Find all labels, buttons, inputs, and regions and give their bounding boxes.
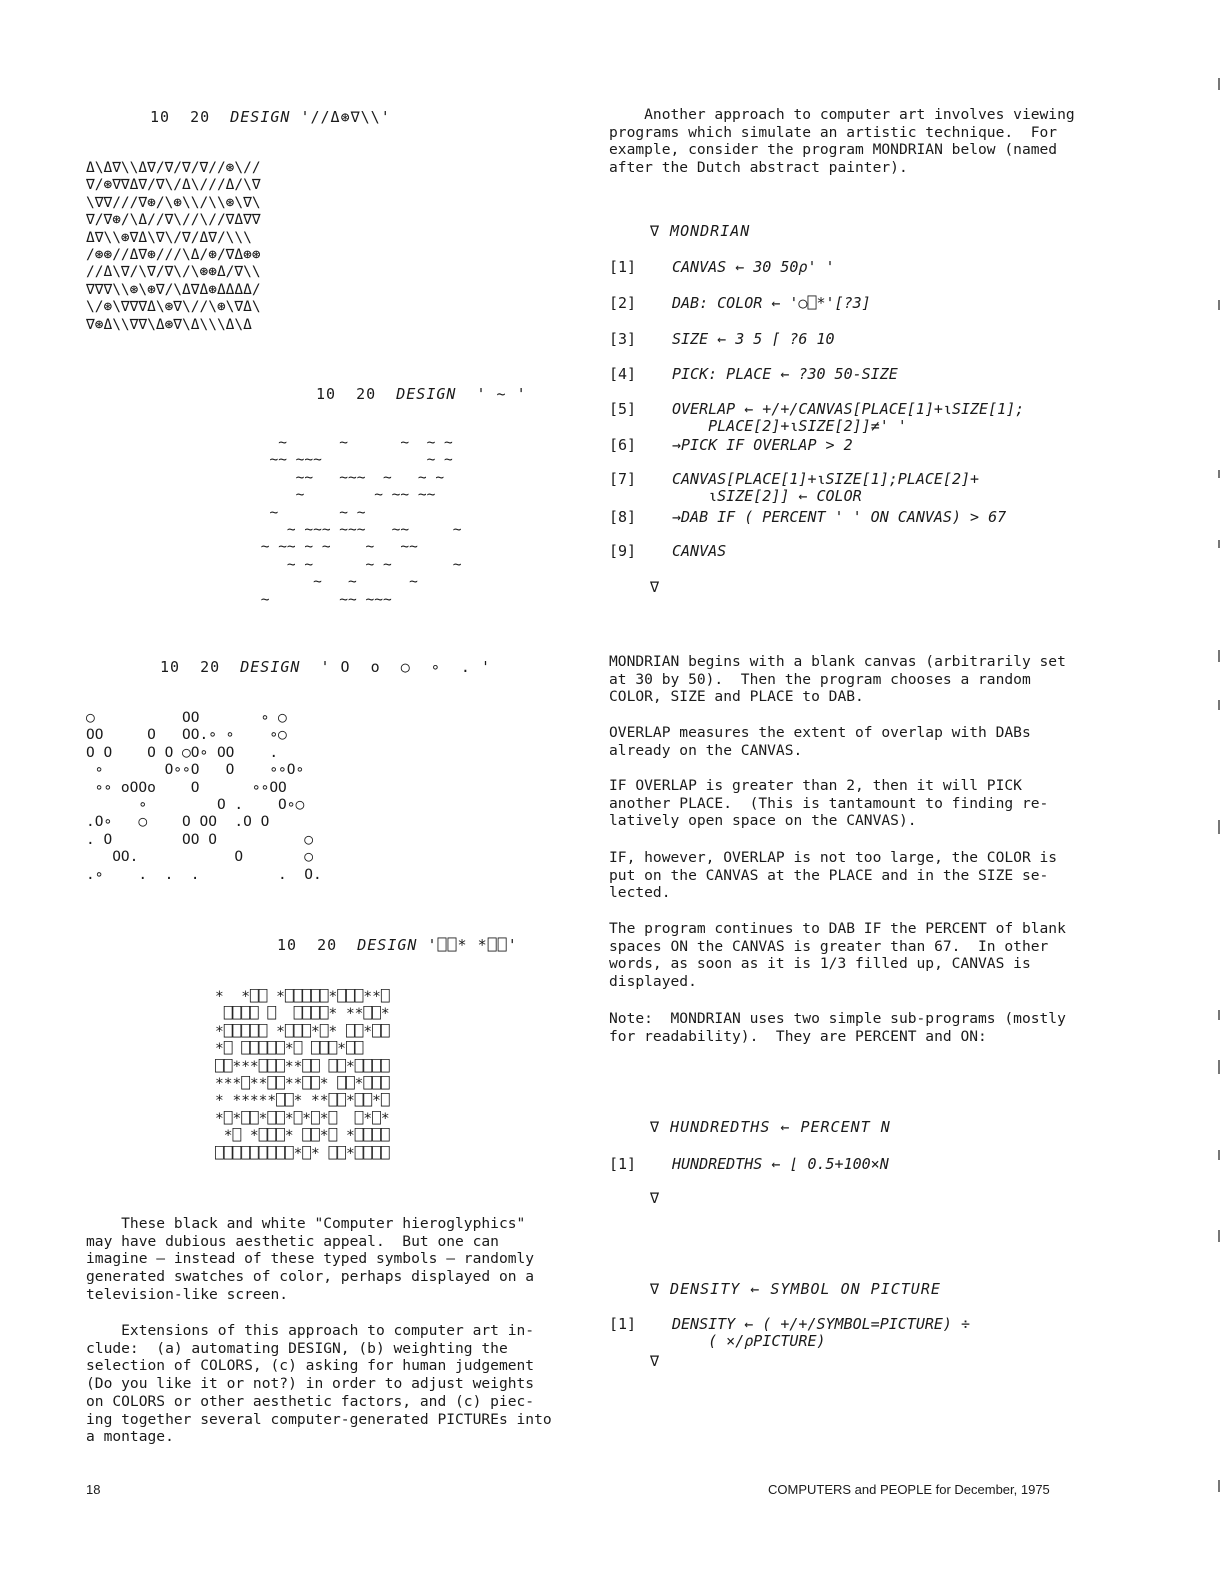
- line-code: OVERLAP ← +/+/CANVAS[PLACE[1]+⍳SIZE[1]; PLACE[2]+⍳SIZE[2]]≠' ': [672, 400, 1025, 435]
- design2-output-grid: ~ ~ ~ ~ ~ ~~ ~~~ ~ ~ ~~ ~~~ ~ ~ ~ ~ ~ ~~ ~~ ~ ~ ~ ~ ~~~ ~~~ ~~ ~ ~ ~~ ~ ~ ~ ~~ ~ ~ ~ ~ ~ ~ ~ ~ ~ ~~ ~~~: [260, 435, 462, 608]
- line-number: [1]: [609, 1315, 637, 1333]
- density-header: ∇ DENSITY ← SYMBOL ON PICTURE: [650, 1280, 941, 1298]
- design2-symbols: ' ~ ': [456, 385, 527, 403]
- line-number: [4]: [609, 365, 637, 383]
- design2-args: 10 20: [316, 385, 397, 403]
- line-code: →PICK IF OVERLAP > 2: [672, 436, 853, 454]
- line-number: [9]: [609, 542, 637, 560]
- design3-args: 10 20: [160, 658, 241, 676]
- design3-output-grid: ○ OO ∘ ○ OO O OO.∘ ∘ ∘○ O O O O ○O∘ OO . ∘ O∘∘O O ∘∘O∘ ∘∘ oOOo O ∘∘OO ∘ O . O∘○ .O∘ ○ O OO .O O . O OO O ○ OO. O ○ .∘ . . . . O.: [86, 710, 322, 883]
- design3-symbols: ' O o ○ ∘ . ': [300, 658, 492, 676]
- mondrian-header: ∇ MONDRIAN: [650, 222, 751, 240]
- line-number: [8]: [609, 508, 637, 526]
- line-number: [1]: [609, 1155, 637, 1173]
- hieroglyphics-paragraph: These black and white "Computer hieroglyphics" may have dubious aesthetic appeal. But one can imagine — instead of these typed symbols — randomly generated swatches of color, perhaps displayed on a television-like screen.: [86, 1215, 535, 1303]
- percent-end: ∇: [650, 1189, 661, 1207]
- line-code: PICK: PLACE ← ?30 50-SIZE: [672, 365, 898, 383]
- density-end: ∇: [650, 1352, 661, 1370]
- design1-args: 10 20: [150, 108, 231, 126]
- design4-args: 10 20: [277, 936, 358, 954]
- explain-paragraph-4: IF, however, OVERLAP is not too large, the COLOR is put on the CANVAS at the PLACE and in the SIZE se- lected.: [609, 849, 1058, 902]
- design3-function: DESIGN: [240, 658, 301, 676]
- line-number: [3]: [609, 330, 637, 348]
- extensions-paragraph: Extensions of this approach to computer art in- clude: (a) automating DESIGN, (b) weighting the selection of COLORS, (c) asking for human judgement (Do you like it or not?) in order to adjust weights on COLORS or other aesthetic factors, and (c) piec- ing together several computer-generated PICTUREs into a montage.: [86, 1322, 552, 1446]
- line-code: SIZE ← 3 5 ⌈ ?6 10: [672, 330, 835, 348]
- line-code: CANVAS: [672, 542, 727, 560]
- design1-function: DESIGN: [230, 108, 291, 126]
- design4-symbols: '⎕⎕* *⎕⎕': [417, 936, 518, 954]
- note-paragraph: Note: MONDRIAN uses two simple sub-programs (mostly for readability). They are PERCENT and ON:: [609, 1010, 1066, 1045]
- line-number: [1]: [609, 258, 637, 276]
- page-number: 18: [86, 1482, 101, 1497]
- line-code: DAB: COLOR ← '○⎕*'[?3]: [672, 294, 871, 312]
- percent-header: ∇ HUNDREDTHS ← PERCENT N: [650, 1118, 891, 1136]
- design1-output-grid: Δ\Δ∇\\Δ∇/∇/∇/∇//⊛\// ∇/⊛∇∇Δ∇/∇\/Δ\///Δ/\∇ \∇∇///∇⊛/\⊛\\/\\⊛\∇\ ∇/∇⊛/\Δ//∇\//\//∇Δ∇∇ Δ∇\\⊛∇Δ\∇\/∇/Δ∇/\\\ /⊛⊛//Δ∇⊛///\Δ/⊛/∇Δ⊛⊛ //Δ\∇/\∇/∇\/\⊛⊛Δ/∇\\ ∇∇∇\\⊛\⊛∇/\Δ∇Δ⊛ΔΔΔΔ/ \/⊛\∇∇∇Δ\⊛∇\//\⊛\∇Δ\ ∇⊛Δ\\∇∇\Δ⊛∇\Δ\\\Δ\Δ: [86, 160, 261, 333]
- mondrian-end: ∇: [650, 578, 661, 596]
- percent-program: [609, 1155, 1129, 1175]
- design1-symbols: '//Δ⊛∇\\': [290, 108, 391, 126]
- line-number: [5]: [609, 400, 637, 418]
- line-code: CANVAS ← 30 50ρ' ': [672, 258, 835, 276]
- line-code: DENSITY ← ( +/+/SYMBOL=PICTURE) ÷ ( ×/ρPICTURE): [672, 1315, 971, 1350]
- journal-footer: COMPUTERS and PEOPLE for December, 1975: [768, 1482, 1050, 1497]
- mondrian-program: [609, 258, 1129, 588]
- line-code: HUNDREDTHS ← ⌊ 0.5+100×N: [672, 1155, 889, 1173]
- design1-command: [150, 108, 391, 126]
- explain-paragraph-1: MONDRIAN begins with a blank canvas (arbitrarily set at 30 by 50). Then the program chooses a random COLOR, SIZE and PLACE to DAB.: [609, 653, 1066, 706]
- scan-edge-artifact: [1210, 0, 1224, 1584]
- explain-paragraph-5: The program continues to DAB IF the PERCENT of blank spaces ON the CANVAS is greater than 67. In other words, as soon as it is 1/3 filled up, CANVAS is displayed.: [609, 920, 1066, 991]
- line-code: CANVAS[PLACE[1]+⍳SIZE[1];PLACE[2]+ ⍳SIZE[2]] ← COLOR: [672, 470, 980, 505]
- explain-paragraph-2: OVERLAP measures the extent of overlap with DABs already on the CANVAS.: [609, 724, 1031, 759]
- line-code: →DAB IF ( PERCENT ' ' ON CANVAS) > 67: [672, 508, 1007, 526]
- design4-output-grid: * *⎕⎕ *⎕⎕⎕⎕⎕*⎕⎕⎕**⎕ ⎕⎕⎕⎕ ⎕ ⎕⎕⎕⎕* **⎕⎕* *⎕⎕⎕⎕⎕ *⎕⎕⎕*⎕* ⎕⎕*⎕⎕ *⎕ ⎕⎕⎕⎕⎕*⎕ ⎕⎕⎕*⎕⎕ ⎕⎕***⎕⎕⎕**⎕⎕ ⎕⎕*⎕⎕⎕⎕ ***⎕**⎕⎕**⎕⎕* ⎕⎕*⎕⎕⎕ * *****⎕⎕* **⎕⎕*⎕⎕*⎕ *⎕*⎕⎕*⎕⎕*⎕*⎕*⎕ ⎕*⎕* *⎕ *⎕⎕⎕* ⎕⎕*⎕ *⎕⎕⎕⎕ ⎕⎕⎕⎕⎕⎕⎕⎕⎕*⎕* ⎕⎕*⎕⎕⎕⎕: [215, 989, 390, 1162]
- line-number: [7]: [609, 470, 637, 488]
- design4-function: DESIGN: [357, 936, 418, 954]
- design2-function: DESIGN: [396, 385, 457, 403]
- design4-command: [277, 936, 518, 954]
- intro-paragraph: Another approach to computer art involves viewing programs which simulate an artistic technique. For example, consider the program MONDRIAN below (named after the Dutch abstract painter).: [609, 106, 1075, 177]
- design3-command: [160, 658, 491, 676]
- line-number: [2]: [609, 294, 637, 312]
- line-number: [6]: [609, 436, 637, 454]
- design2-command: [316, 385, 527, 403]
- density-program: [609, 1316, 1129, 1356]
- explain-paragraph-3: IF OVERLAP is greater than 2, then it will PICK another PLACE. (This is tantamount to finding re- latively open space on the CANVAS).: [609, 777, 1049, 830]
